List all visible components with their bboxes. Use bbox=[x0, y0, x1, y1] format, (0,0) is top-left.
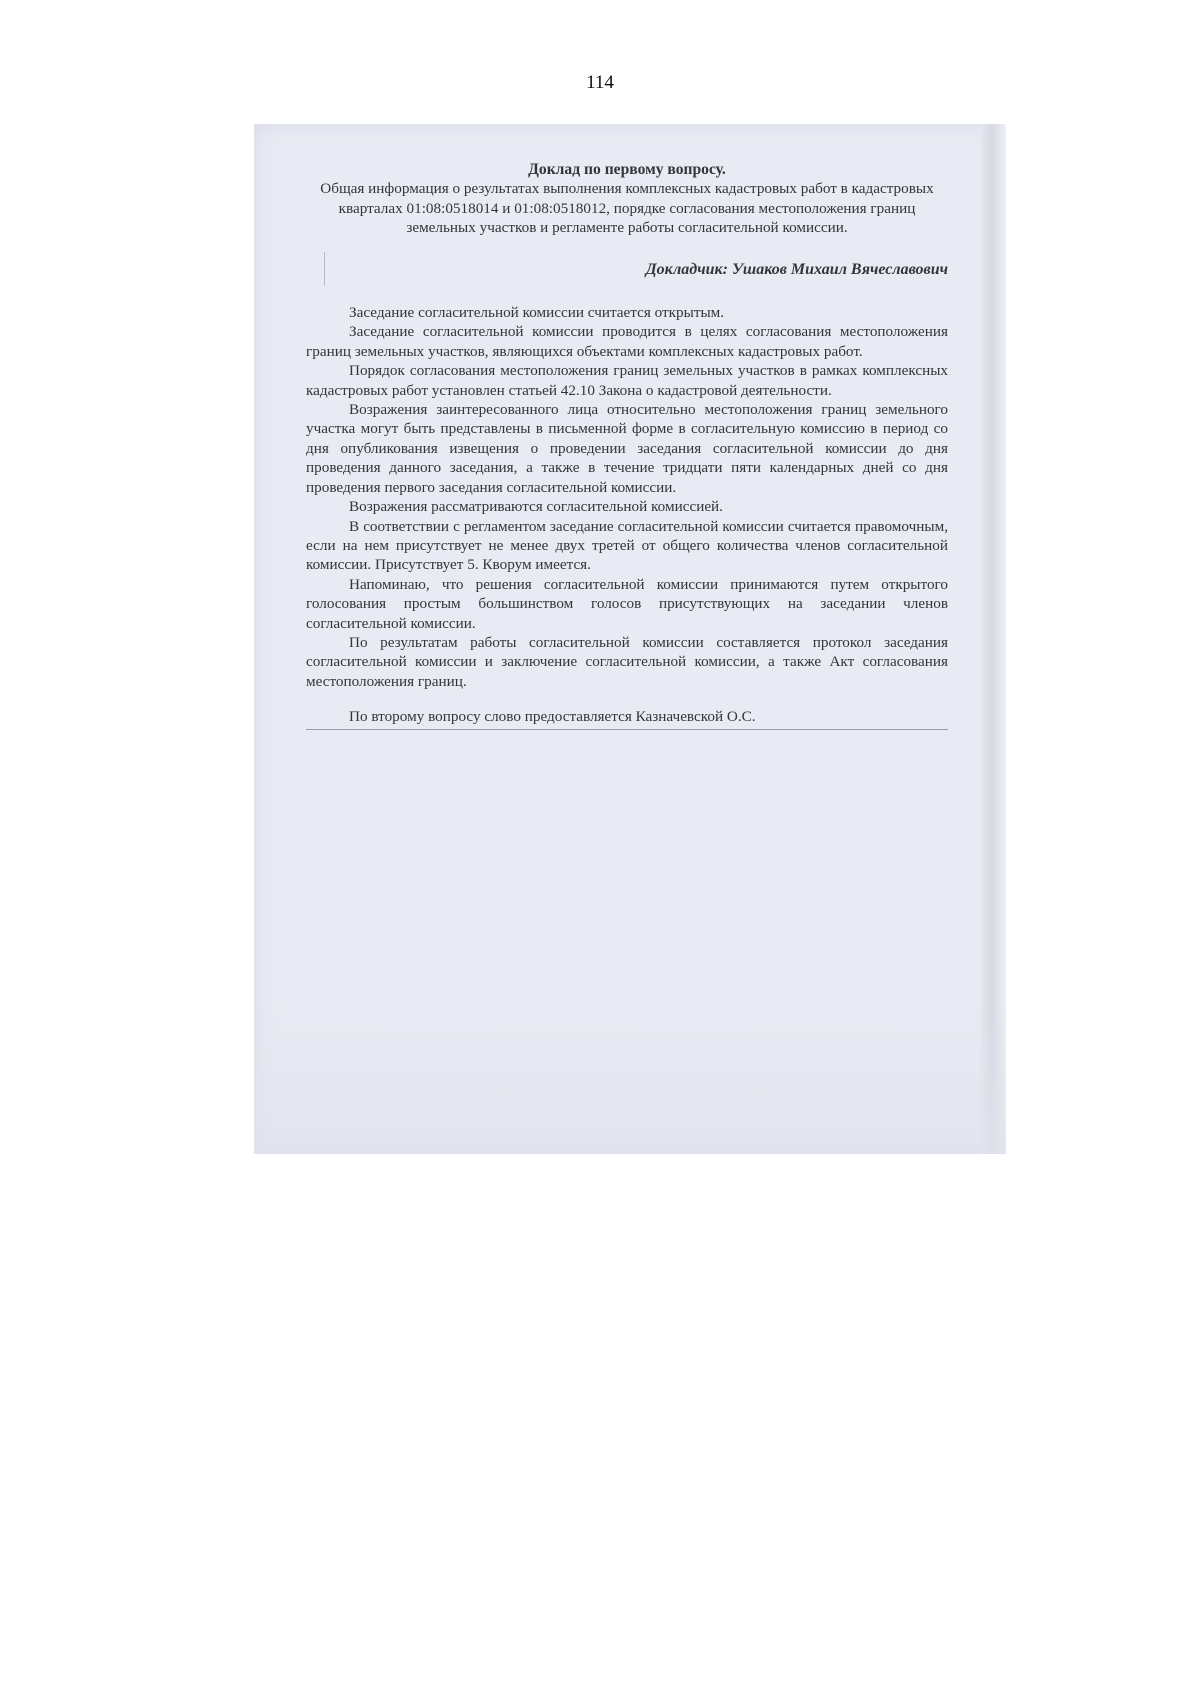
closing-statement: По второму вопросу слово предоставляется Казначевской О.С. bbox=[306, 707, 948, 729]
paragraph: По результатам работы согласительной комиссии составляется протокол заседания согласительной комиссии и заключение согласительной комиссии, а также Акт согласования местоположения границ. bbox=[306, 633, 948, 690]
report-heading: Доклад по первому вопросу. bbox=[528, 161, 726, 178]
paragraph: Заседание согласительной комиссии проводится в целях согласования местоположения границ земельных участков, являющихся объектами комплексных кадастровых работ. bbox=[306, 323, 948, 360]
paragraph: Порядок согласования местоположения границ земельных участков в рамках комплексных кадастровых работ установлен статьей 42.10 Закона о кадастровой деятельности. bbox=[306, 362, 948, 399]
scanned-document-image bbox=[254, 124, 1006, 1154]
report-subject: Общая информация о результатах выполнения комплексных кадастровых работ в кадастровых кварталах 01:08:0518014 и 01:08:0518012, порядке согласования местоположения границ земельных участков и регламенте работы согласительной комиссии. bbox=[320, 180, 934, 237]
paragraph: В соответствии с регламентом заседание согласительной комиссии считается правомочным, если на нем присутствует не менее двух третей от общего количества членов согласительной комиссии. Присутствует 5. Кворум имеется. bbox=[306, 517, 948, 574]
document-body bbox=[306, 160, 948, 730]
paragraph: Заседание согласительной комиссии считается открытым. bbox=[349, 304, 725, 322]
scan-shading bbox=[254, 994, 1006, 1154]
paragraph: Возражения рассматриваются согласительной комиссией. bbox=[349, 498, 723, 516]
paragraph: Возражения заинтересованного лица относительно местоположения границ земельного участка могут быть представлены в письменной форме в согласительную комиссию в период со дня опубликования извещения о проведении заседания согласительной комиссии до дня проведения данного заседания, а также в течение тридцати пяти календарных дней со дня проведения первого заседания согласительной комиссии. bbox=[306, 401, 948, 496]
report-speaker: Докладчик: Ушаков Михаил Вячеславович bbox=[645, 260, 948, 278]
page-number: 114 bbox=[586, 72, 614, 93]
paragraph: Напоминаю, что решения согласительной комиссии принимаются путем открытого голосования простым большинством голосов присутствующих на заседании членов согласительной комиссии. bbox=[306, 575, 948, 632]
